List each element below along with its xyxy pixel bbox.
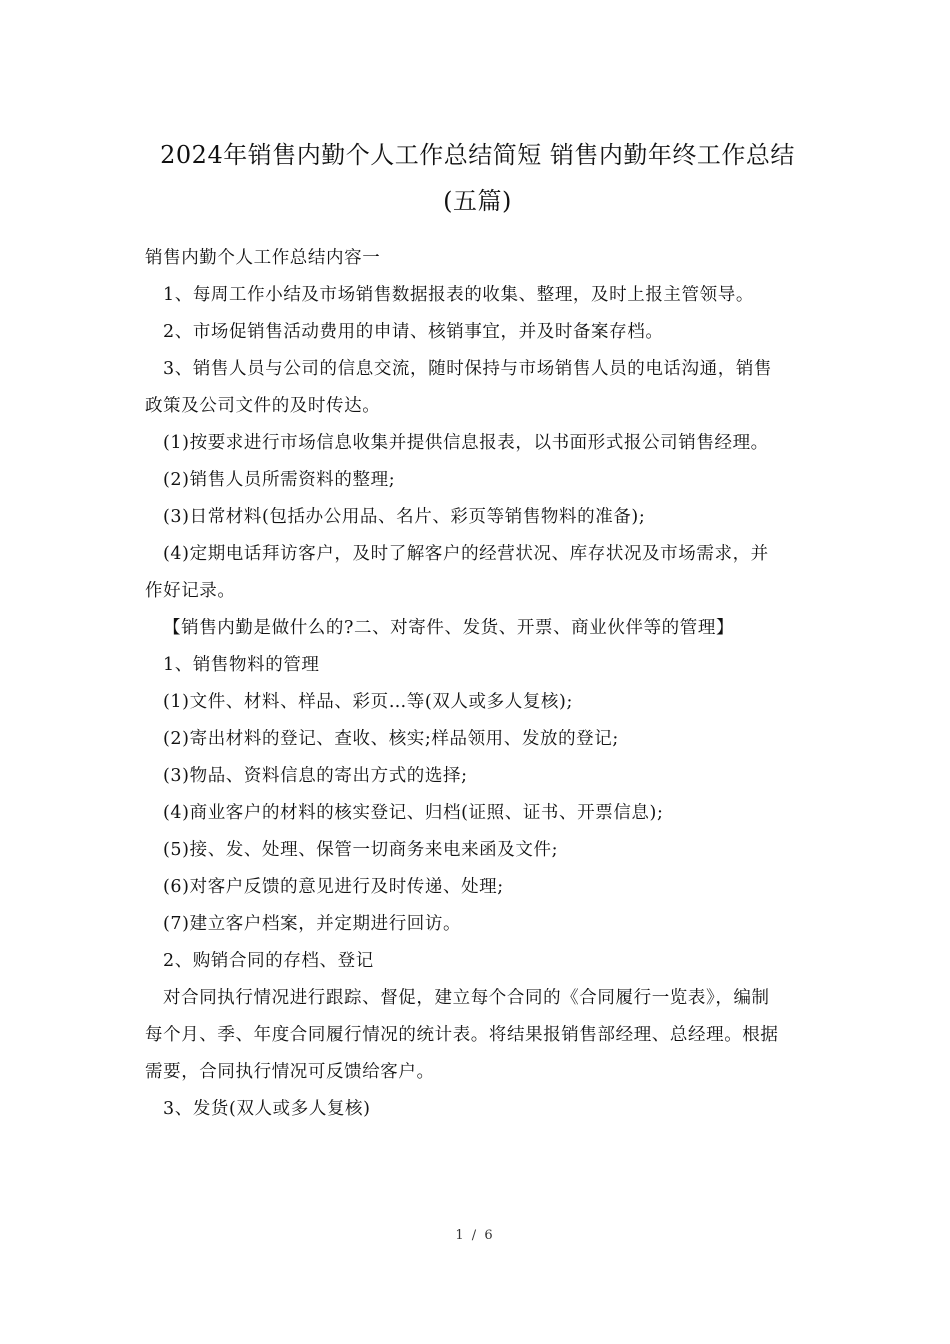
document-title-line-1: 2024年销售内勤个人工作总结简短 销售内勤年终工作总结 <box>160 141 795 169</box>
paragraph: 3、销售人员与公司的信息交流，随时保持与市场销售人员的电话沟通，销售 <box>163 359 773 379</box>
paragraph-continuation: 政策及公司文件的及时传达。 <box>145 396 381 416</box>
paragraph: (4)定期电话拜访客户，及时了解客户的经营状况、库存状况及市场需求，并 <box>163 544 769 564</box>
paragraph: (4)商业客户的材料的核实登记、归档(证照、证书、开票信息); <box>163 803 664 823</box>
paragraph: (2)寄出材料的登记、查收、核实;样品领用、发放的登记; <box>163 729 619 749</box>
paragraph: (3)日常材料(包括办公用品、名片、彩页等销售物料的准备); <box>163 507 646 527</box>
paragraph-continuation: 作好记录。 <box>145 581 236 601</box>
paragraph: (7)建立客户档案，并定期进行回访。 <box>163 914 462 934</box>
document-title-line-2: (五篇) <box>443 187 512 215</box>
paragraph: 1、每周工作小结及市场销售数据报表的收集、整理，及时上报主管领导。 <box>163 285 754 305</box>
paragraph: (1)文件、材料、样品、彩页…等(双人或多人复核); <box>163 692 573 712</box>
paragraph-continuation: 每个月、季、年度合同履行情况的统计表。将结果报销售部经理、总经理。根据 <box>145 1025 779 1045</box>
paragraph: (1)按要求进行市场信息收集并提供信息报表，以书面形式报公司销售经理。 <box>163 433 769 453</box>
paragraph: 1、销售物料的管理 <box>163 655 320 675</box>
paragraph: (5)接、发、处理、保管一切商务来电来函及文件; <box>163 840 559 860</box>
section-heading: 销售内勤个人工作总结内容一 <box>145 248 381 268</box>
paragraph: (6)对客户反馈的意见进行及时传递、处理; <box>163 877 504 897</box>
paragraph: 3、发货(双人或多人复核) <box>163 1099 371 1119</box>
section-heading: 【销售内勤是做什么的?二、对寄件、发货、开票、商业伙伴等的管理】 <box>163 618 735 638</box>
paragraph-continuation: 需要，合同执行情况可反馈给客户。 <box>145 1062 435 1082</box>
paragraph: 2、市场促销售活动费用的申请、核销事宜，并及时备案存档。 <box>163 322 664 342</box>
paragraph: (2)销售人员所需资料的整理; <box>163 470 396 490</box>
paragraph: 2、购销合同的存档、登记 <box>163 951 374 971</box>
page-indicator: 1 / 6 <box>455 1228 495 1243</box>
paragraph: 对合同执行情况进行跟踪、督促，建立每个合同的《合同履行一览表》，编制 <box>163 988 770 1008</box>
paragraph: (3)物品、资料信息的寄出方式的选择; <box>163 766 468 786</box>
